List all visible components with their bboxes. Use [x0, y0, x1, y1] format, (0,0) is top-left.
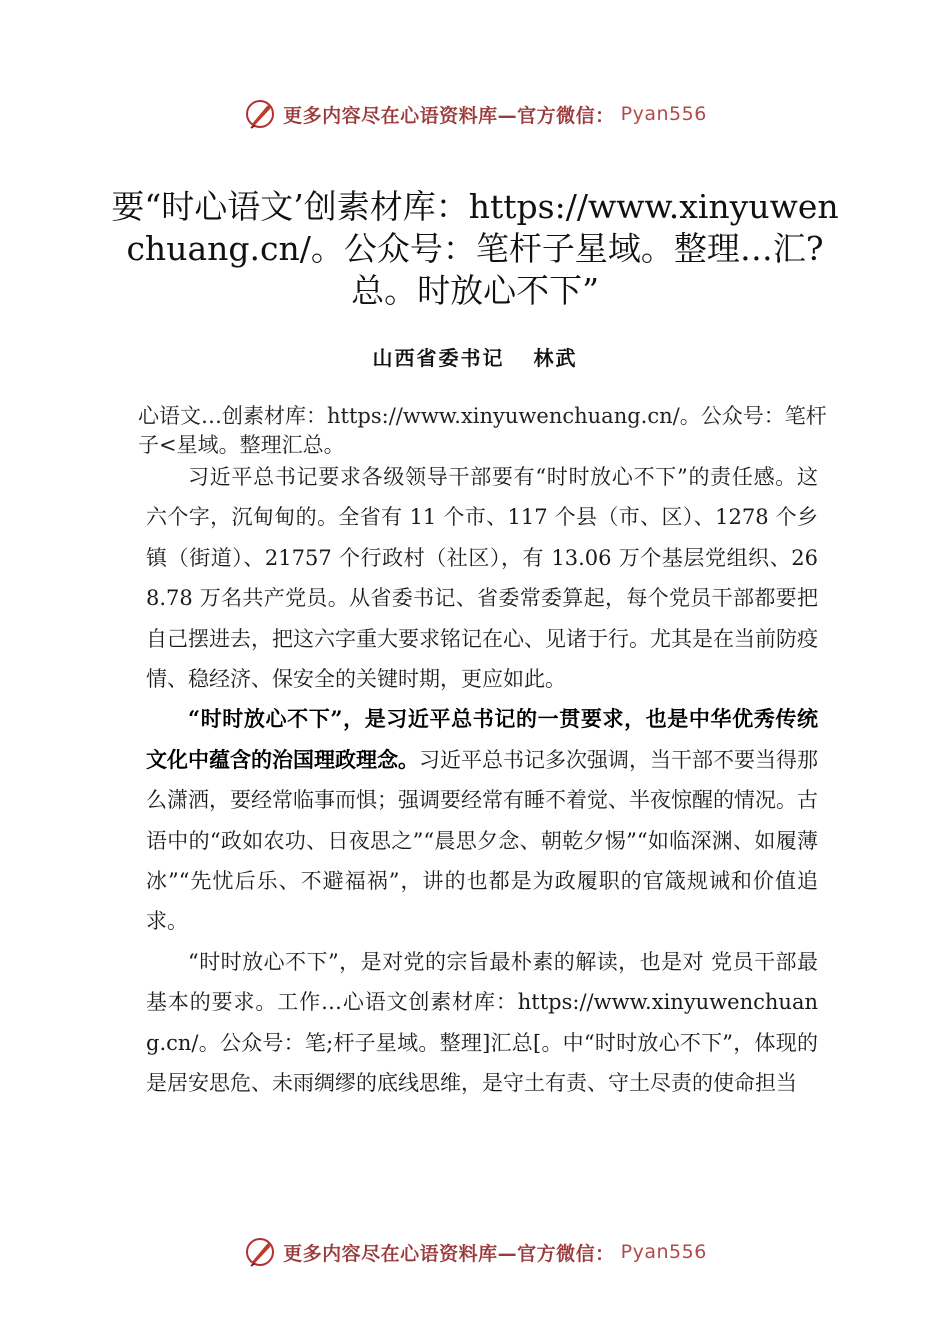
banner-text: 更多内容尽在心语资料库—官方微信： — [283, 104, 615, 127]
paragraph-3: “时时放心不下”，是对党的宗旨最朴素的解读，也是对 党员干部最基本的要求。工作…心语文创素材库：https://www.xinyuwenchuang.cn/。公众号：笔;杆子星域。整理]汇总[。中“时时放心不下”，体现的是居安思危、未雨绸缪的底线思维，是守土有责、守土尽责的使命担当 — [146, 949, 818, 1096]
paragraph-2 — [146, 699, 818, 941]
document-body — [146, 457, 818, 1225]
paragraph-1: 习近平总书记要求各级领导干部要有“时时放心不下”的责任感。这六个字，沉甸甸的。全省有 11 个市、117 个县（市、区）、1278 个乡镇（街道）、21757 个行政村（社区），有 13.06 万个基层党组织、268.78 万名共产党员。从省委书记、省委常委算起，每个党员干部都要把自己摆进去，把这六字重大要求铭记在心、见诸于行。尤其是在当前防疫情、稳经济、保安全的关键时期，更应如此。 — [146, 465, 818, 692]
document-title: 要“时心语文’创素材库：https://www.xinyuwenchuang.cn/。公众号：笔杆子星域。整理…汇?总。时放心不下” — [111, 187, 839, 310]
paragraph-2-emphasis: “时时放心不下”，是习近平总书记的一贯要求，也是中华优秀传统文化中蕴含的治国理政理念。 — [146, 706, 818, 772]
header-watermark-banner — [0, 94, 950, 134]
source-notice: 心语文…创素材库：https://www.xinyuwenchuang.cn/。公众号：笔杆子<星域。整理汇总。 — [138, 404, 827, 457]
document-author: 山西省委书记 林武 — [372, 346, 578, 370]
banner-text: 更多内容尽在心语资料库—官方微信： — [283, 1242, 615, 1265]
quill-pen-logo-icon — [243, 97, 277, 131]
banner-wechat-handle: Pyan556 — [620, 103, 707, 125]
footer-watermark-banner — [0, 1232, 950, 1272]
banner-wechat-handle: Pyan556 — [620, 1241, 707, 1263]
paragraph-2-text: 习近平总书记多次强调，当干部不要当得那么潇洒，要经常临事而惧；强调要经常有睡不着觉、半夜惊醒的情况。古语中的“政如农功、日夜思之”“晨思夕念、朝乾夕惕”“如临深渊、如履薄冰”“先忧后乐、不避福祸”，讲的也都是为政履职的官箴规诫和价值追求。 — [146, 747, 818, 934]
quill-pen-logo-icon — [243, 1235, 277, 1269]
